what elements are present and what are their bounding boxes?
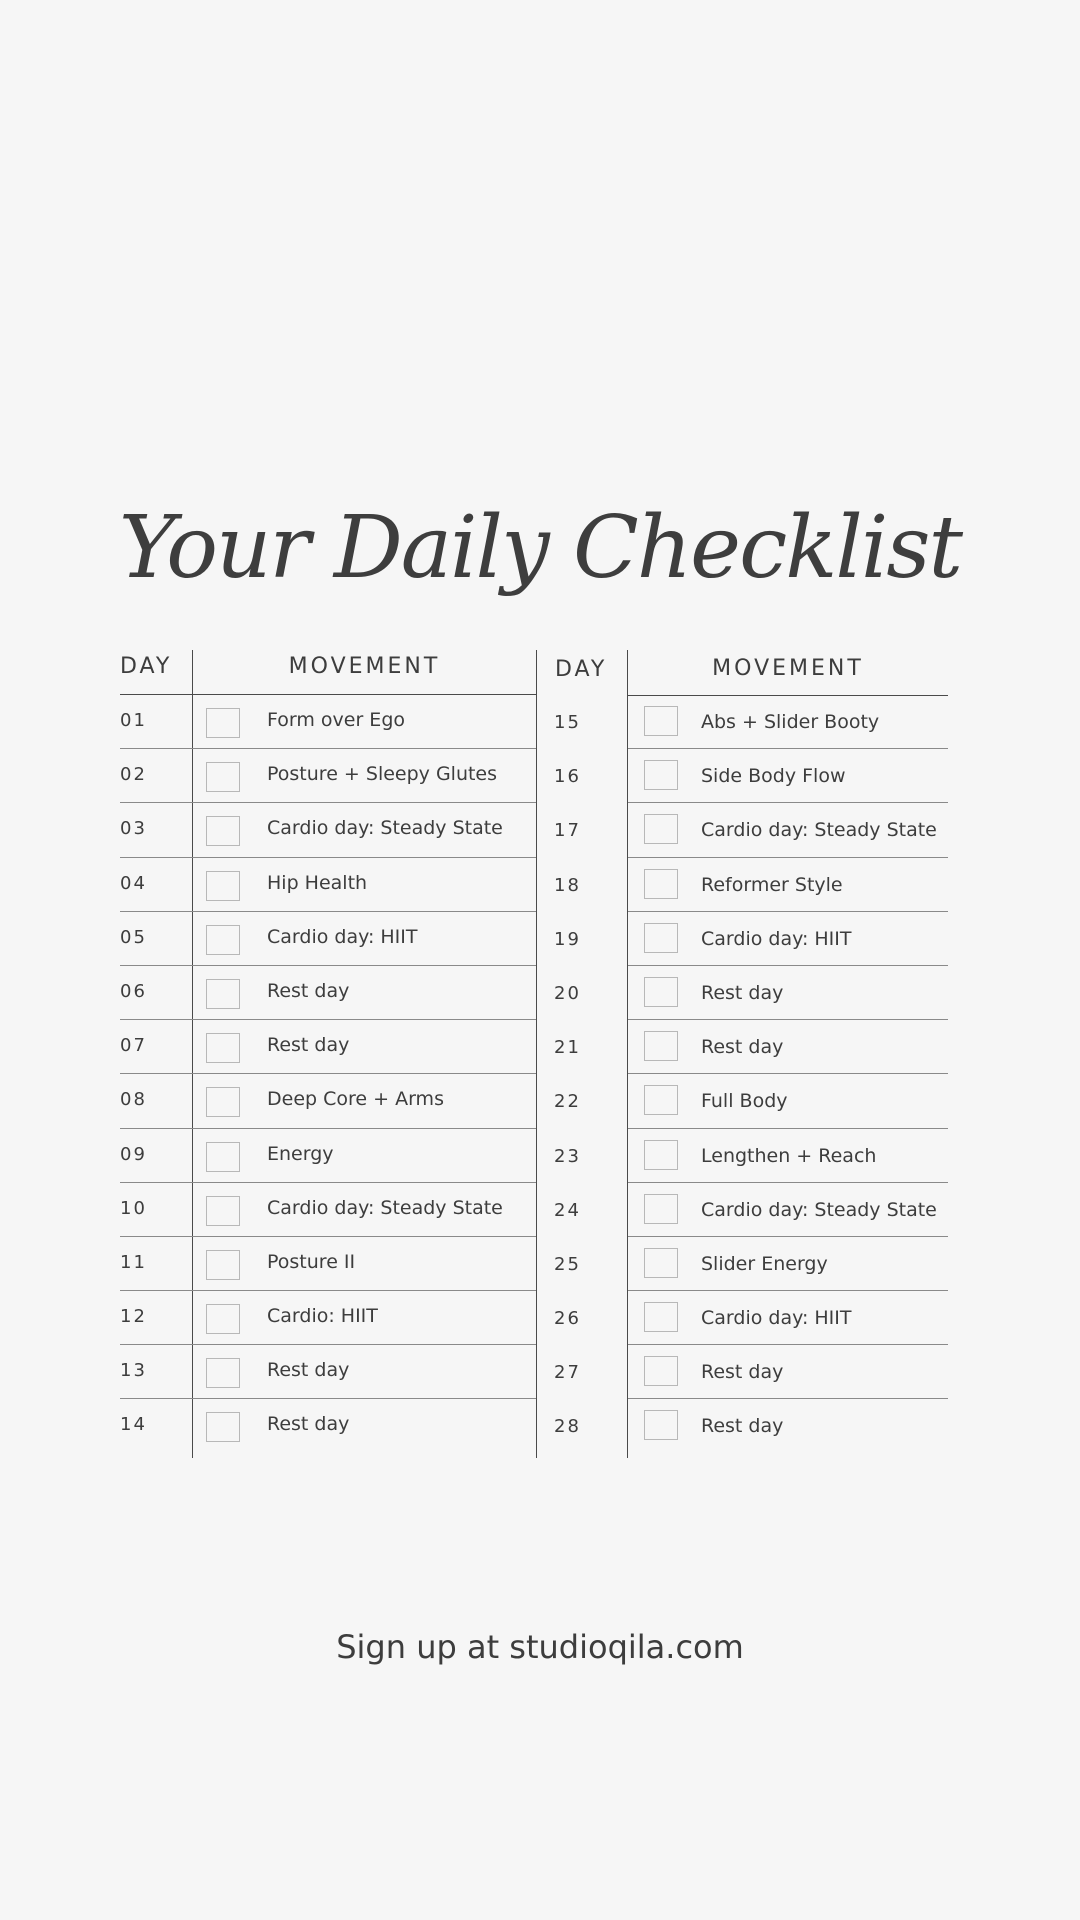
movement-label: Slider Energy [701,1252,828,1275]
day-checkbox[interactable] [206,979,240,1009]
day-number: 28 [554,1416,581,1438]
day-checkbox[interactable] [206,1142,240,1172]
table-row [120,1345,536,1399]
day-checkbox[interactable] [644,1410,678,1440]
movement-label: Cardio day: HIIT [701,1307,852,1330]
day-column-header: DAY [120,654,173,679]
day-number: 03 [120,818,147,840]
day-number: 16 [554,766,581,788]
table-row [554,1345,948,1399]
table-row [554,1399,948,1453]
page-title: Your Daily Checklist [118,498,962,598]
day-number: 06 [120,980,147,1002]
table-row [120,1020,536,1074]
checklist-table-days-15-28 [536,650,948,1454]
movement-label: Side Body Flow [701,765,846,788]
table-row [120,1237,536,1291]
movement-label: Posture + Sleepy Glutes [267,763,498,786]
movement-label: Cardio day: HIIT [701,927,852,950]
table-row [120,1291,536,1345]
day-checkbox[interactable] [206,1304,240,1334]
day-checkbox[interactable] [206,762,240,792]
movement-label: Rest day [701,981,784,1004]
day-number: 20 [554,982,581,1004]
table-row [120,1399,536,1453]
day-number: 08 [120,1089,147,1111]
day-checkbox[interactable] [206,1033,240,1063]
day-number: 19 [554,928,581,950]
movement-label: Abs + Slider Booty [701,711,880,733]
day-number: 02 [120,764,147,786]
day-checkbox[interactable] [206,816,240,846]
day-checkbox[interactable] [206,708,240,738]
day-checkbox[interactable] [644,814,678,844]
day-column-header: DAY [555,657,608,682]
day-checkbox[interactable] [644,760,678,790]
day-number: 27 [554,1362,581,1384]
day-checkbox[interactable] [644,1194,678,1224]
movement-label: Cardio: HIIT [267,1305,378,1328]
table-row [120,1074,536,1128]
day-number: 10 [120,1197,147,1219]
day-checkbox[interactable] [206,1196,240,1226]
day-number: 23 [554,1145,581,1167]
table-row [554,695,948,749]
movement-label: Rest day [267,979,350,1002]
day-checkbox[interactable] [206,1250,240,1280]
table-row [554,1291,948,1345]
table-row [120,966,536,1020]
movement-label: Posture II [267,1250,356,1273]
table-rows [120,695,536,1454]
day-number: 04 [120,872,147,894]
day-checkbox[interactable] [644,706,678,736]
day-checkbox[interactable] [644,1356,678,1386]
day-checkbox[interactable] [644,923,678,953]
movement-label: Form over Ego [267,709,406,731]
movement-label: Hip Health [267,871,368,894]
day-number: 17 [554,820,581,842]
table-row [554,749,948,803]
day-number: 09 [120,1143,147,1165]
table-row [120,1183,536,1237]
table-row [120,749,536,803]
movement-label: Cardio day: Steady State [701,819,937,842]
day-number: 24 [554,1199,581,1221]
day-number: 21 [554,1037,581,1059]
day-number: 01 [120,710,147,731]
table-row [120,858,536,912]
day-checkbox[interactable] [644,977,678,1007]
movement-label: Reformer Style [701,873,843,896]
table-row [554,1020,948,1074]
table-row [554,803,948,857]
table-row [120,803,536,857]
movement-label: Rest day [267,1359,350,1382]
table-header [120,650,536,695]
table-row [554,1074,948,1128]
day-number: 13 [120,1360,147,1382]
day-number: 26 [554,1308,581,1330]
movement-label: Deep Core + Arms [267,1088,444,1111]
table-row [554,1129,948,1183]
movement-label: Rest day [701,1415,784,1438]
day-number: 05 [120,926,147,948]
table-row [554,858,948,912]
movement-label: Full Body [701,1090,788,1113]
movement-label: Cardio day: Steady State [701,1198,937,1221]
movement-label: Rest day [267,1034,350,1057]
day-number: 07 [120,1035,147,1057]
day-checkbox[interactable] [644,1085,678,1115]
table-row [120,695,536,749]
day-number: 11 [120,1251,147,1273]
day-number: 15 [554,712,581,733]
signup-footer: Sign up at studioqila.com [336,1628,744,1666]
day-number: 12 [120,1306,147,1328]
table-row [120,912,536,966]
table-row [554,1183,948,1237]
movement-label: Rest day [701,1036,784,1059]
day-checkbox[interactable] [644,1140,678,1170]
day-checkbox[interactable] [644,1302,678,1332]
day-number: 18 [554,874,581,896]
movement-column-header: MOVEMENT [712,656,864,681]
day-checkbox[interactable] [644,869,678,899]
movement-label: Cardio day: HIIT [267,925,418,948]
day-checkbox[interactable] [206,1087,240,1117]
checklist-table-days-1-14 [120,650,536,1454]
movement-label: Lengthen + Reach [701,1144,877,1167]
table-header [536,650,948,695]
day-checkbox[interactable] [644,1248,678,1278]
table-row [554,1237,948,1291]
table-row [554,966,948,1020]
movement-label: Cardio day: Steady State [267,1196,503,1219]
day-number: 25 [554,1253,581,1275]
table-row [120,1129,536,1183]
movement-label: Rest day [701,1361,784,1384]
day-checkbox[interactable] [206,925,240,955]
day-number: 22 [554,1091,581,1113]
movement-label: Rest day [267,1413,350,1436]
day-checkbox[interactable] [206,871,240,901]
day-checkbox[interactable] [644,1031,678,1061]
table-row [554,912,948,966]
movement-label: Energy [267,1142,334,1165]
day-checkbox[interactable] [206,1412,240,1442]
movement-column-header: MOVEMENT [288,654,441,679]
day-checkbox[interactable] [206,1358,240,1388]
movement-label: Cardio day: Steady State [267,817,503,840]
day-number: 14 [120,1414,147,1436]
table-rows [536,695,948,1454]
